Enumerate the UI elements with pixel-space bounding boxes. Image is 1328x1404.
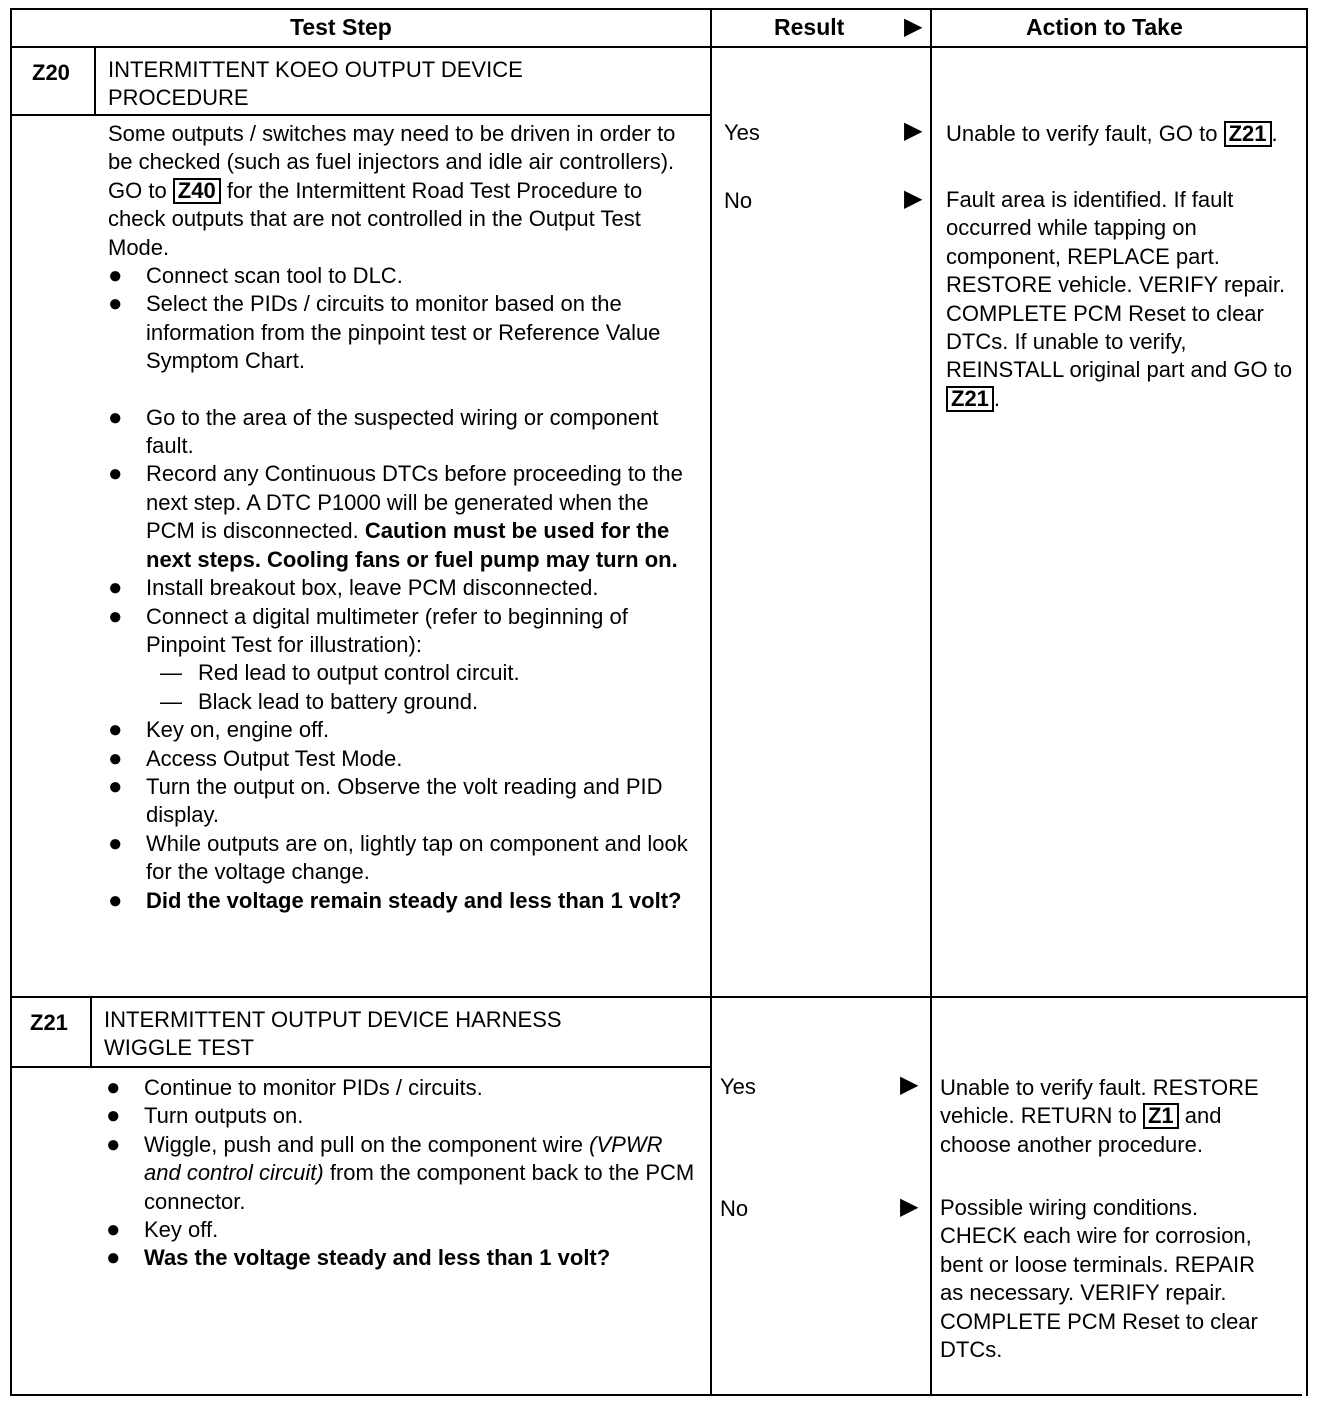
bullet-text: Wiggle, push and pull on the component wire — [144, 1131, 590, 1157]
z21-procedure — [106, 1074, 702, 1273]
list-item — [108, 404, 698, 461]
z21-action-yes — [940, 1074, 1296, 1159]
bullet-text: Turn the output on. Observe the volt reading and PID display. — [146, 773, 663, 828]
z20-step-id: Z20 — [32, 60, 70, 85]
bullet-text: Key off. — [144, 1217, 219, 1243]
z21-no-arrow-icon: ▶ — [900, 1193, 919, 1220]
bullet-text: Install breakout box, leave PCM disconnected. — [146, 575, 599, 601]
bullet-icon: ● — [108, 403, 123, 431]
action-text: Possible wiring conditions. CHECK each wire for corrosion, bent or loose terminals. REPAIR as necessary. VERIFY repair. COMPLETE PCM Reset to clear DTCs. — [940, 1195, 1258, 1363]
list-item — [108, 830, 698, 887]
dash-icon: — — [160, 688, 182, 714]
header-action: Action to Take — [1026, 14, 1183, 40]
row-divider-z20-z21 — [10, 996, 1308, 998]
sub-item-text: Black lead to battery ground. — [198, 688, 479, 714]
z20-intro — [108, 120, 698, 262]
table-border-top — [10, 8, 1308, 10]
bullet-text: While outputs are on, lightly tap on component and look for the voltage change. — [146, 830, 688, 885]
list-item — [108, 603, 698, 660]
z21-step-title: INTERMITTENT OUTPUT DEVICE HARNESS WIGGLE TEST — [104, 1007, 562, 1060]
bullet-icon: ● — [106, 1130, 121, 1158]
column-divider-step-result — [710, 8, 712, 1396]
bullet-text: Go to the area of the suspected wiring or component fault. — [146, 404, 659, 459]
bullet-icon: ● — [108, 602, 123, 630]
bullet-icon: ● — [108, 886, 123, 914]
dash-icon: — — [160, 660, 182, 686]
header-result: Result — [774, 14, 845, 40]
z21-step-ref: Z21 — [1224, 121, 1272, 147]
z20-bullet-list — [108, 262, 698, 376]
header-test-step: Test Step — [290, 14, 392, 40]
z21-step-id: Z21 — [30, 1010, 68, 1035]
action-text-end: and choose another procedure. — [940, 1103, 1222, 1157]
z20-result-yes: Yes — [724, 120, 760, 145]
z21-title-divider — [10, 1066, 712, 1068]
bullet-text: Record any Continuous DTCs before proceeding to the next step. A DTC P1000 will be generated when the PCM is disconnected. — [146, 461, 683, 544]
z21-step-ref: Z21 — [946, 386, 994, 412]
action-text: Unable to verify fault, GO to — [946, 121, 1224, 146]
z20-title-divider — [10, 114, 712, 116]
bullet-text: Continue to monitor PIDs / circuits. — [144, 1075, 483, 1100]
action-text-end: . — [993, 385, 1001, 411]
z20-action-no — [946, 186, 1302, 413]
bullet-text-2: from the component back to the PCM connector. — [144, 1160, 695, 1214]
bullet-text: Did the voltage remain steady and less than 1 volt? — [146, 887, 682, 913]
bullet-icon: ● — [108, 716, 123, 744]
bullet-text: Select the PIDs / circuits to monitor based on the information from the pinpoint test or Reference Value Symptom Chart. — [146, 291, 661, 374]
bullet-icon: ● — [106, 1244, 121, 1272]
bullet-text: Access Output Test Mode. — [146, 745, 403, 771]
bullet-text: Was the voltage steady and less than 1 volt? — [144, 1245, 611, 1271]
sub-item-text: Red lead to output control circuit. — [198, 660, 520, 686]
sub-item — [108, 688, 698, 716]
z21-result-yes: Yes — [720, 1074, 756, 1099]
table-border-left — [10, 8, 12, 1396]
header-arrow-icon: ▶ — [904, 13, 923, 40]
list-item — [108, 745, 698, 773]
bullet-icon: ● — [108, 574, 123, 602]
table-border-bottom — [10, 1394, 1302, 1396]
z21-action-no — [940, 1194, 1280, 1364]
z20-procedure — [108, 120, 698, 915]
bullet-icon: ● — [108, 829, 123, 857]
action-text: Fault area is identified. If fault occurred while tapping on component, REPLACE part. RESTORE vehicle. VERIFY repair. COMPLETE PCM Reset to clear DTCs. If unable to verify, REINSTALL original part and GO to — [946, 187, 1293, 383]
list-item — [106, 1216, 702, 1244]
z21-id-divider — [90, 996, 92, 1066]
caution-text: Caution must be used for the next steps. Cooling fans or fuel pump may turn on. — [146, 518, 678, 572]
list-item — [108, 887, 698, 915]
list-item — [108, 460, 698, 574]
bullet-icon: ● — [106, 1102, 121, 1130]
action-text-end: . — [1271, 121, 1278, 146]
bullet-text: Connect a digital multimeter (refer to beginning of Pinpoint Test for illustration): — [146, 603, 628, 657]
z20-bullet-list-3 — [108, 716, 698, 915]
bullet-icon: ● — [108, 744, 123, 772]
bullet-icon: ● — [108, 460, 123, 488]
z1-step-ref: Z1 — [1143, 1103, 1179, 1129]
diagnostic-table — [10, 8, 1308, 1396]
z20-step-title: INTERMITTENT KOEO OUTPUT DEVICE PROCEDURE — [108, 57, 523, 110]
z20-intro-text: Some outputs / switches may need to be driven in order to be checked (such as fuel injectors and idle air controllers). GO to — [108, 121, 676, 203]
z20-intro-text-2: for the Intermittent Road Test Procedure to check outputs that are not controlled in the Output Test Mode. — [108, 177, 643, 260]
z21-result-no: No — [720, 1196, 749, 1221]
bullet-icon: ● — [106, 1074, 121, 1101]
spacer — [108, 376, 698, 404]
bullet-icon: ● — [106, 1216, 121, 1244]
bullet-icon: ● — [108, 290, 123, 318]
z20-yes-arrow-icon: ▶ — [904, 117, 923, 144]
header-divider — [10, 46, 1308, 48]
z20-id-divider — [94, 46, 96, 114]
list-item — [108, 574, 698, 602]
bullet-icon: ● — [108, 772, 123, 800]
list-item — [108, 716, 698, 744]
z21-bullet-list — [106, 1074, 702, 1273]
list-item — [106, 1131, 702, 1216]
column-divider-result-action — [930, 8, 932, 1396]
bullet-text: Connect scan tool to DLC. — [146, 263, 403, 289]
action-text: Unable to verify fault. RESTORE vehicle. RETURN to — [940, 1075, 1259, 1129]
list-item — [106, 1102, 702, 1130]
z20-bullet-list-2 — [108, 404, 698, 660]
z20-no-arrow-icon: ▶ — [904, 185, 923, 212]
list-item — [108, 290, 698, 375]
table-border-right — [1306, 8, 1308, 1396]
z40-step-ref: Z40 — [173, 178, 221, 204]
list-item — [106, 1074, 702, 1102]
z21-yes-arrow-icon: ▶ — [900, 1071, 919, 1098]
bullet-text: Turn outputs on. — [144, 1103, 304, 1129]
list-item — [108, 773, 698, 830]
bullet-text: Key on, engine off. — [146, 717, 330, 743]
bullet-icon: ● — [108, 262, 123, 290]
sub-item — [108, 659, 698, 687]
z20-action-yes — [946, 120, 1298, 148]
list-item — [108, 262, 698, 290]
bullet-italic-text: (VPWR and control circuit) — [144, 1131, 663, 1186]
z20-result-no: No — [724, 188, 753, 213]
list-item — [106, 1244, 702, 1272]
